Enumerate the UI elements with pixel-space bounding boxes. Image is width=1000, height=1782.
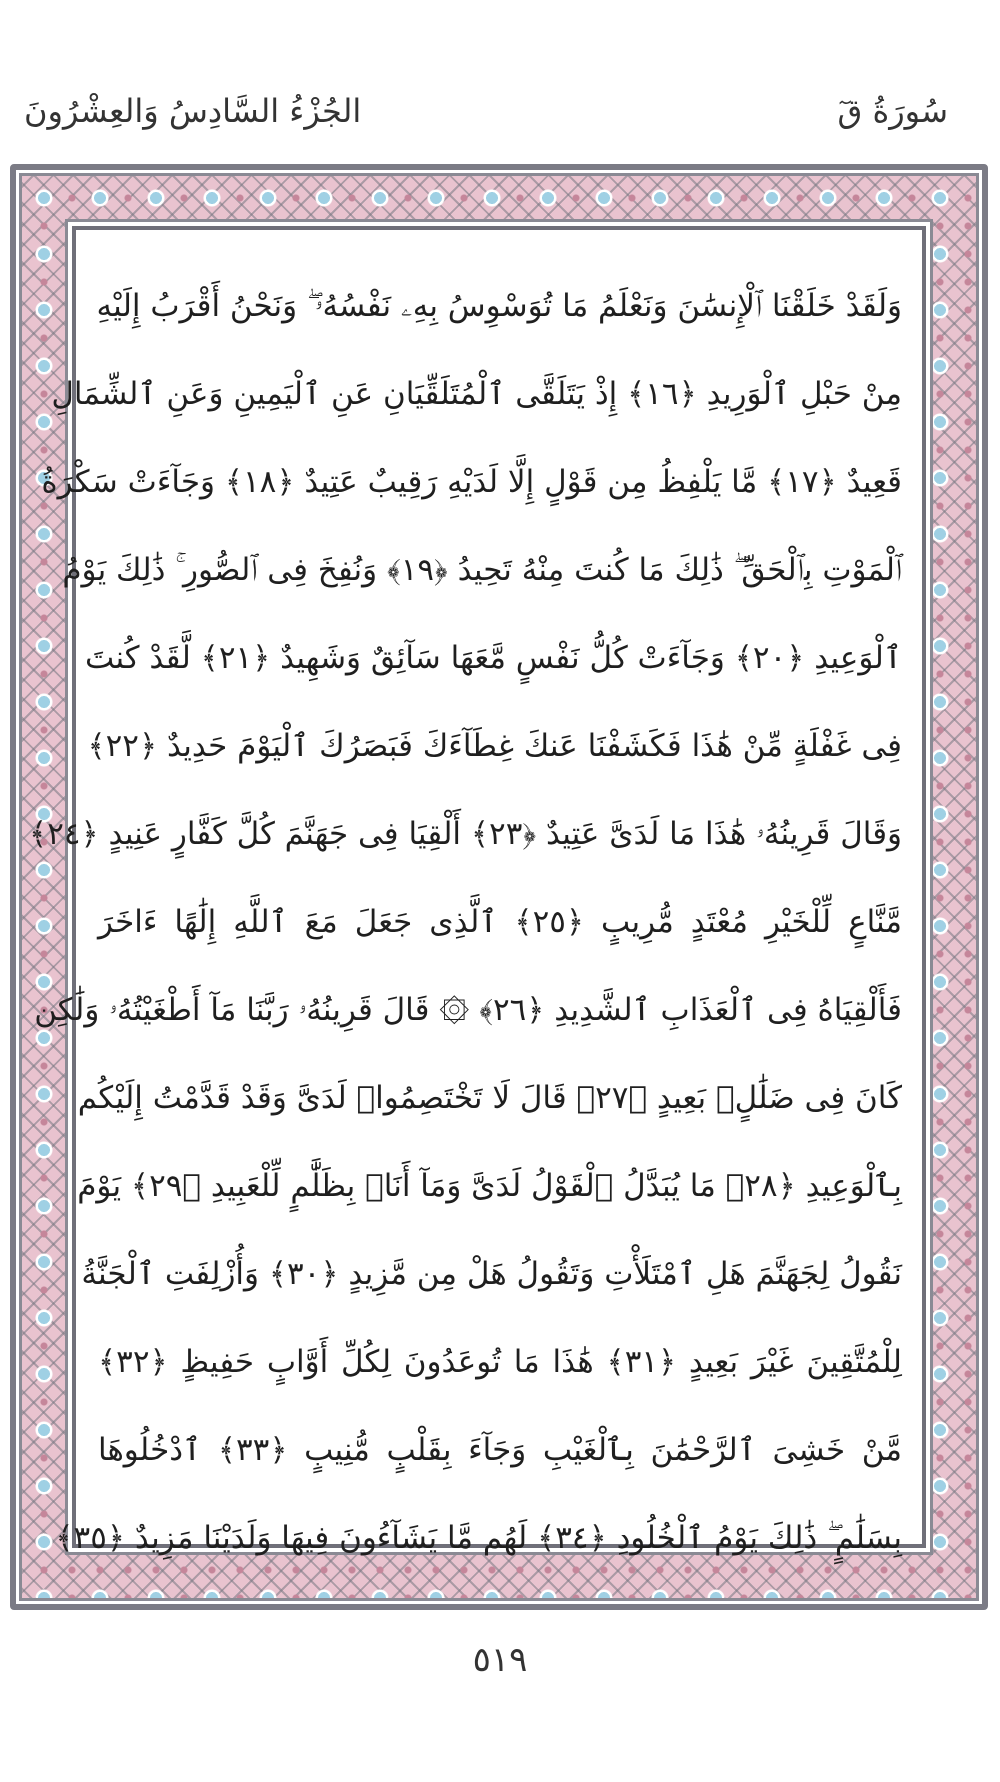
verse-line: مِنْ حَبْلِ ٱلْوَرِيدِ ﴿١٦﴾ إِذْ يَتَلَقَّى ٱلْمُتَلَقِّيَانِ عَنِ ٱلْيَمِينِ وَعَنِ ٱلشِّمَالِ [51, 376, 902, 412]
verse-line: وَقَالَ قَرِينُهُۥ هَٰذَا مَا لَدَىَّ عَتِيدٌ ﴿٢٣﴾ أَلْقِيَا فِى جَهَنَّمَ كُلَّ كَفَّارٍ عَنِيدٍ ﴿٢٤﴾ [29, 816, 902, 852]
verse-line: بِسَلَٰمٍ ۖ ذَٰلِكَ يَوْمُ ٱلْخُلُودِ ﴿٣٤﴾ لَهُم مَّا يَشَآءُونَ فِيهَا وَلَدَيْنَا مَزِيدٌ ﴿٣٥﴾ [55, 1520, 902, 1556]
verse-line: قَعِيدٌ ﴿١٧﴾ مَّا يَلْفِظُ مِن قَوْلٍ إِلَّا لَدَيْهِ رَقِيبٌ عَتِيدٌ ﴿١٨﴾ وَجَآءَتْ سَكْرَةُ [41, 464, 902, 500]
page-number: ٥١٩ [472, 1640, 528, 1680]
verse-line: ٱلْوَعِيدِ ﴿٢٠﴾ وَجَآءَتْ كُلُّ نَفْسٍ مَّعَهَا سَآئِقٌ وَشَهِيدٌ ﴿٢١﴾ لَّقَدْ كُنتَ [85, 640, 902, 676]
verse-line: كَانَ فِى ضَلَٰلٍۭ بَعِيدٍ ﴿٢٧﴾ قَالَ لَا تَخْتَصِمُوا۟ لَدَىَّ وَقَدْ قَدَّمْتُ إِلَيْكُم [77, 1080, 902, 1116]
verse-line: نَقُولُ لِجَهَنَّمَ هَلِ ٱمْتَلَأْتِ وَتَقُولُ هَلْ مِن مَّزِيدٍ ﴿٣٠﴾ وَأُزْلِفَتِ ٱلْجَنَّةُ [81, 1256, 902, 1292]
verse-line: مَّنْ خَشِىَ ٱلرَّحْمَٰنَ بِٱلْغَيْبِ وَجَآءَ بِقَلْبٍ مُّنِيبٍ ﴿٣٣﴾ ٱدْخُلُوهَا [98, 1432, 902, 1468]
verse-line: فَأَلْقِيَاهُ فِى ٱلْعَذَابِ ٱلشَّدِيدِ ﴿٢٦﴾ ۞ قَالَ قَرِينُهُۥ رَبَّنَا مَآ أَطْغَيْتُهُۥ وَلَٰكِن [34, 992, 902, 1028]
quran-text-body [29, 262, 903, 1578]
verse-line: وَلَقَدْ خَلَقْنَا ٱلْإِنسَٰنَ وَنَعْلَمُ مَا تُوَسْوِسُ بِهِۦ نَفْسُهُۥ ۖ وَنَحْنُ أَقْرَبُ إِلَيْهِ [96, 288, 902, 324]
verse-line: مَّنَّاعٍ لِّلْخَيْرِ مُعْتَدٍ مُّرِيبٍ ﴿٢٥﴾ ٱلَّذِى جَعَلَ مَعَ ٱللَّهِ إِلَٰهًا ءَاخَرَ [98, 904, 903, 940]
verse-line: بِٱلْوَعِيدِ ﴿٢٨﴾ مَا يُبَدَّلُ ٱلْقَوْلُ لَدَىَّ وَمَآ أَنَا۠ بِظَلَّٰمٍ لِّلْعَبِيدِ ﴿٢٩﴾ يَوْمَ [77, 1168, 902, 1204]
verse-line: ٱلْمَوْتِ بِٱلْحَقِّ ۖ ذَٰلِكَ مَا كُنتَ مِنْهُ تَحِيدُ ﴿١٩﴾ وَنُفِخَ فِى ٱلصُّورِ ۚ ذَٰلِكَ يَوْمُ [62, 552, 902, 588]
verse-line: لِلْمُتَّقِينَ غَيْرَ بَعِيدٍ ﴿٣١﴾ هَٰذَا مَا تُوعَدُونَ لِكُلِّ أَوَّابٍ حَفِيظٍ ﴿٣٢﴾ [98, 1344, 902, 1380]
verse-line: فِى غَفْلَةٍ مِّنْ هَٰذَا فَكَشَفْنَا عَنكَ غِطَآءَكَ فَبَصَرُكَ ٱلْيَوْمَ حَدِيدٌ ﴿٢٢﴾ [87, 728, 902, 764]
juz-title: الجُزْءُ السَّادِسُ وَالعِشْرُونَ [24, 92, 362, 130]
page-header [0, 0, 1000, 160]
surah-title: سُورَةُ قٓ [837, 92, 948, 130]
